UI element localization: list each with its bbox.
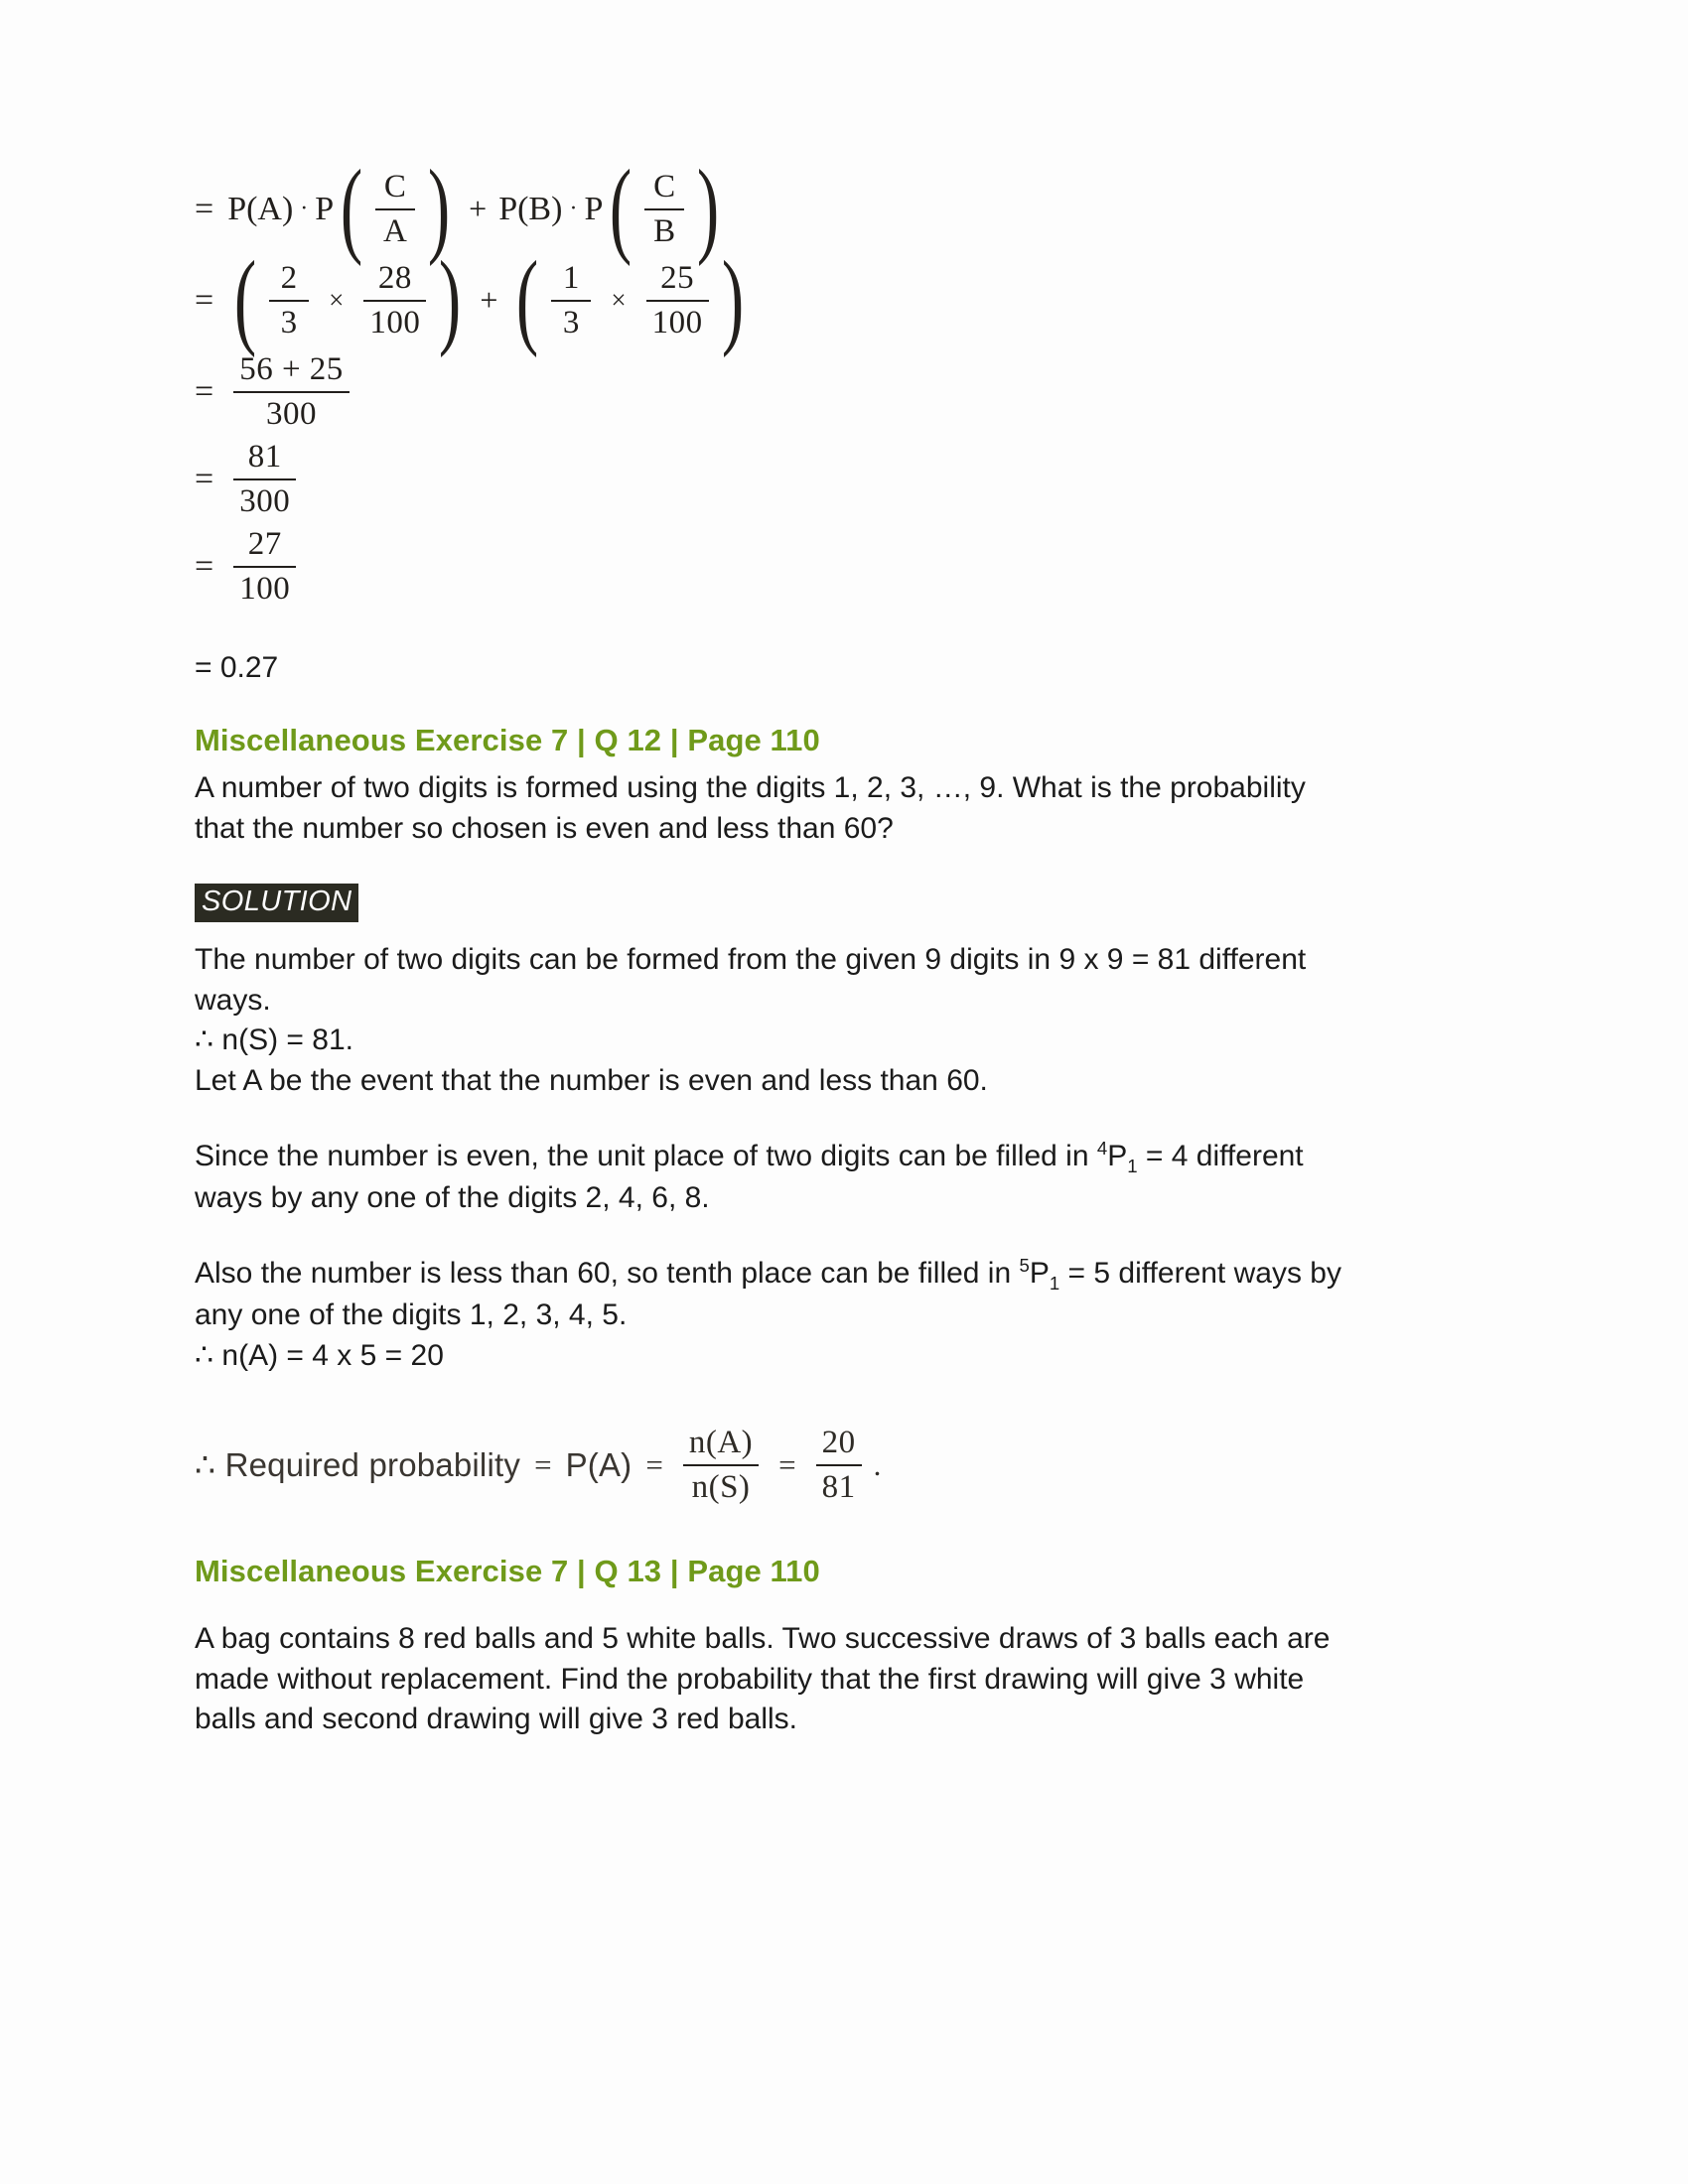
left-paren-icon: ( (234, 240, 257, 359)
equals-sign: = (195, 547, 214, 585)
required-probability-label: ∴ Required probability (195, 1446, 521, 1484)
fraction-bar (363, 300, 426, 302)
question-text-q12 (195, 768, 1436, 850)
left-paren-icon: ( (516, 240, 539, 359)
times-sign: × (329, 285, 345, 316)
probability-p: P (584, 190, 604, 227)
fraction-denominator: 100 (369, 304, 421, 341)
solution-line: Let A be the event that the number is even and less than 60. (195, 1064, 988, 1098)
equals-sign: = (534, 1446, 552, 1482)
right-paren-icon: ) (697, 149, 720, 268)
exercise-heading-q12: Miscellaneous Exercise 7 | Q 12 | Page 110 (195, 723, 820, 758)
multiplication-dot: · (300, 196, 309, 222)
equals-sign: = (195, 281, 214, 319)
text-post: = 4 different (1137, 1139, 1304, 1172)
fraction-denominator: 3 (562, 304, 580, 341)
fraction-numerator: 56 + 25 (239, 350, 344, 387)
exercise-heading-q13: Miscellaneous Exercise 7 | Q 13 | Page 110 (195, 1553, 820, 1588)
fraction-bar (233, 566, 296, 568)
fraction-numerator: C (653, 169, 676, 205)
fraction-bar (233, 478, 296, 480)
plus-sign: + (480, 282, 498, 319)
term-group-2 (509, 240, 750, 359)
text-post: = 5 different ways by (1059, 1256, 1341, 1290)
fraction-bar (233, 391, 350, 393)
fraction-denominator: B (653, 212, 676, 249)
fraction-numerator: 1 (562, 259, 580, 296)
solution-line: any one of the digits 1, 2, 3, 4, 5. (195, 1298, 628, 1332)
fraction-numerator: 20 (821, 1424, 856, 1460)
fraction-numerator: 25 (660, 259, 695, 296)
permutation-subscript: 1 (1049, 1272, 1060, 1294)
fraction-denominator: 300 (266, 395, 317, 432)
right-paren-icon: ) (428, 149, 451, 268)
solution-paragraph-1 (195, 940, 1436, 1102)
permutation-superscript: 4 (1096, 1137, 1108, 1159)
question-text-q13 (195, 1619, 1436, 1740)
left-paren-icon: ( (610, 149, 633, 268)
fraction-c-over-a (375, 169, 415, 250)
solution-line (195, 1136, 1436, 1178)
equals-sign: = (645, 1446, 663, 1482)
fraction-bar (646, 300, 709, 302)
text-pre: Also the number is less than 60, so tenth place can be filled in (195, 1256, 1020, 1290)
equals-sign: = (195, 190, 214, 227)
question-line: A number of two digits is formed using the digits 1, 2, 3, …, 9. What is the probability (195, 771, 1306, 805)
plus-sign: + (469, 191, 488, 227)
fraction-bar (644, 208, 684, 210)
right-paren-icon: ) (439, 240, 462, 359)
fraction-numerator: 28 (377, 259, 412, 296)
fraction-numerator: 2 (280, 259, 298, 296)
probability-a: P(A) (565, 1445, 633, 1483)
fraction-denominator: 100 (239, 570, 291, 607)
solution-label-wrapper (195, 884, 1436, 922)
question-line: that the number so chosen is even and less than 60? (195, 811, 894, 845)
solution-line: ∴ n(A) = 4 x 5 = 20 (195, 1339, 444, 1373)
solution-badge: SOLUTION (195, 884, 358, 922)
equals-sign: = (778, 1446, 796, 1482)
multiplication-dot: · (569, 196, 578, 222)
fraction-bar (269, 300, 309, 302)
decimal-result: = 0.27 (195, 650, 279, 684)
times-sign: × (611, 285, 627, 316)
permutation-subscript: 1 (1127, 1155, 1138, 1176)
term-pb (498, 149, 726, 268)
fraction-20-over-81 (816, 1425, 862, 1506)
document-content (195, 149, 1436, 1740)
fraction-numerator: n(A) (688, 1424, 754, 1460)
fraction-denominator: 100 (651, 304, 703, 341)
probability-b: P(B) (498, 190, 563, 227)
equals-sign: = (195, 372, 214, 410)
equation-block-top (195, 149, 1436, 608)
equation-line-3 (195, 351, 1436, 433)
equals-sign: = (195, 460, 214, 497)
fraction-bar (551, 300, 591, 302)
fraction-1-over-3 (551, 260, 591, 341)
fraction-denominator: 300 (239, 482, 291, 519)
fraction-numerator: 81 (247, 438, 282, 475)
equation-line-1 (195, 149, 1436, 268)
term-group-1 (227, 240, 468, 359)
question-line: balls and second drawing will give 3 red balls. (195, 1703, 798, 1736)
fraction-denominator: 3 (280, 304, 298, 341)
permutation-symbol: P (1107, 1139, 1128, 1172)
fraction-27-over-100 (233, 526, 296, 608)
left-paren-icon: ( (341, 149, 363, 268)
equation-line-2 (195, 240, 1436, 359)
probability-a: P(A) (227, 190, 294, 227)
fraction-na-over-ns (683, 1425, 759, 1506)
fraction-2-over-3 (269, 260, 309, 341)
solution-line: ways by any one of the digits 2, 4, 6, 8. (195, 1181, 710, 1215)
fraction-denominator: n(S) (691, 1468, 751, 1505)
fraction-c-over-b (644, 169, 684, 250)
equation-line-4 (195, 439, 1436, 520)
probability-p: P (315, 190, 335, 227)
solution-line: ∴ n(S) = 81. (195, 1024, 353, 1057)
fraction-sum-over-300 (233, 351, 350, 433)
equation-line-5 (195, 526, 1436, 608)
required-probability-equation (195, 1425, 1436, 1506)
permutation-superscript: 5 (1019, 1254, 1030, 1276)
period-mark: . (873, 1446, 882, 1482)
fraction-denominator: A (383, 212, 408, 249)
question-line: A bag contains 8 red balls and 5 white balls. Two successive draws of 3 balls each are (195, 1621, 1331, 1655)
solution-line: ways. (195, 983, 271, 1017)
solution-paragraph-3 (195, 1253, 1436, 1377)
solution-line (195, 1253, 1436, 1296)
fraction-28-over-100 (363, 260, 426, 341)
fraction-bar (816, 1464, 862, 1466)
fraction-bar (683, 1464, 759, 1466)
solution-paragraph-2 (195, 1136, 1436, 1219)
fraction-bar (375, 208, 415, 210)
fraction-numerator: C (383, 169, 407, 205)
question-line: made without replacement. Find the probability that the first drawing will give 3 white (195, 1662, 1305, 1696)
fraction-denominator: 81 (821, 1468, 856, 1505)
text-pre: Since the number is even, the unit place of two digits can be filled in (195, 1139, 1097, 1172)
fraction-81-over-300 (233, 439, 296, 520)
solution-line: The number of two digits can be formed from the given 9 digits in 9 x 9 = 81 different (195, 942, 1307, 976)
fraction-numerator: 27 (247, 525, 282, 562)
fraction-25-over-100 (646, 260, 709, 341)
permutation-symbol: P (1029, 1256, 1050, 1290)
term-pa (227, 149, 457, 268)
right-paren-icon: ) (721, 240, 744, 359)
